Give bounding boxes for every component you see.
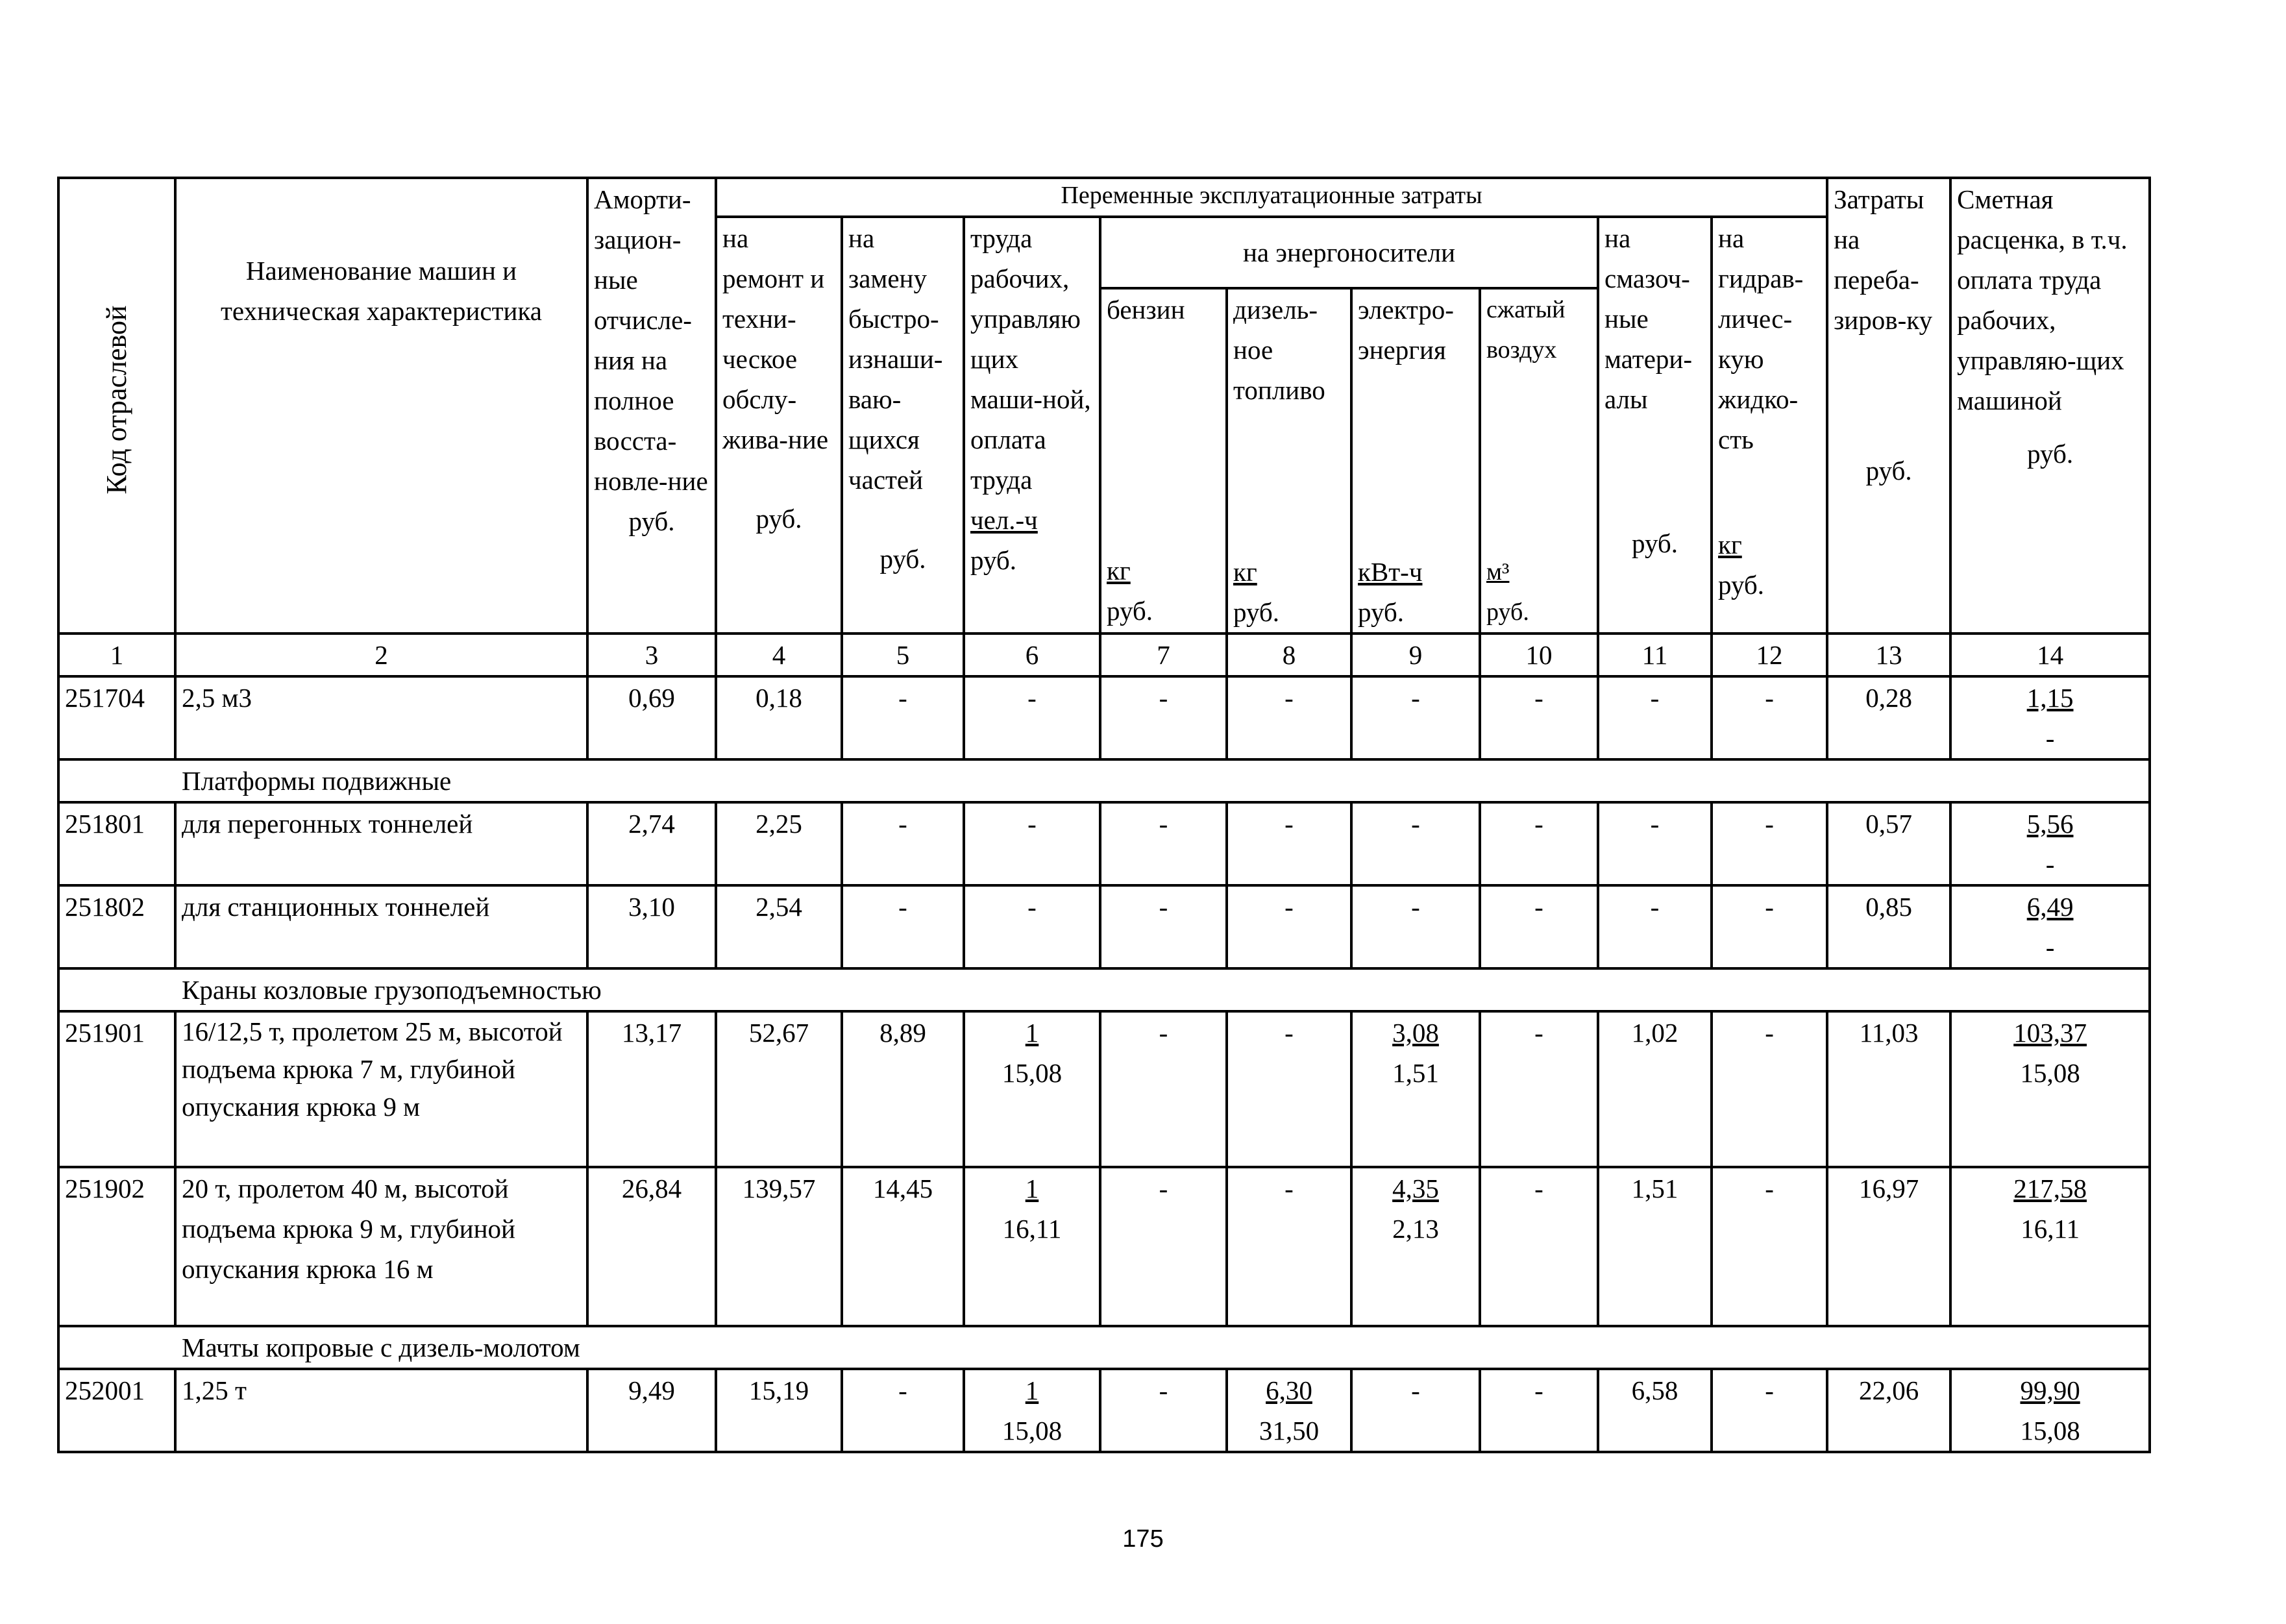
row-code: 251704	[58, 676, 175, 759]
header-amortization: Аморти-зацион-ные отчисле-ния на полное восста-новле-ние руб.	[587, 178, 716, 634]
row-name: 1,25 т	[175, 1369, 587, 1452]
col-num: 10	[1480, 634, 1598, 676]
estimate-cell: $\frac{103,37}{15,08}$	[1950, 1011, 2150, 1167]
cell: -	[1480, 1167, 1598, 1326]
table-row	[58, 1369, 2150, 1452]
table-row	[58, 802, 2150, 885]
header-estimate: Сметная расценка, в т.ч. оплата труда рабочих, управляю-щих машиной руб.	[1950, 178, 2150, 634]
cell: 0,18	[716, 676, 842, 759]
page-number: 175	[1122, 1525, 1164, 1553]
cell: 2,25	[716, 802, 842, 885]
cell: 16,97	[1827, 1167, 1950, 1326]
cell: -	[1480, 676, 1598, 759]
row-name: 16/12,5 т, пролетом 25 м, высотой подъема крюка 7 м, глубиной опускания крюка 9 м	[175, 1011, 587, 1167]
cell: -	[1480, 1369, 1598, 1452]
column-number-row	[58, 634, 2150, 676]
cell: -	[842, 885, 964, 968]
electricity-cell: $\frac{3,08}{1,51}$	[1351, 1011, 1480, 1167]
row-code: 251801	[58, 802, 175, 885]
cell: -	[1712, 676, 1827, 759]
cell: 6,58	[1598, 1369, 1712, 1452]
header-diesel: дизель-ное топливо кг руб.	[1227, 288, 1351, 634]
cell: 11,03	[1827, 1011, 1950, 1167]
header-labor: труда рабочих, управляю щих маши-ной, оплата труда чел.-ч руб.	[964, 217, 1100, 634]
cell: -	[842, 1369, 964, 1452]
header-parts: на замену быстро-изнаши-ваю-щихся частей руб.	[842, 217, 964, 634]
cell: 0,69	[587, 676, 716, 759]
estimate-cell: $\frac{217,58}{16,11}$	[1950, 1167, 2150, 1326]
cell: -	[1351, 1369, 1480, 1452]
cell: -	[1227, 1011, 1351, 1167]
col-num: 14	[1950, 634, 2150, 676]
cell: -	[1480, 1011, 1598, 1167]
cell: 0,85	[1827, 885, 1950, 968]
cell: 0,28	[1827, 676, 1950, 759]
header-air: сжатый воздух м³ руб.	[1480, 288, 1598, 634]
group-header-row	[58, 968, 2150, 1011]
cell: 2,54	[716, 885, 842, 968]
col-num: 6	[964, 634, 1100, 676]
row-name: 20 т, пролетом 40 м, высотой подъема крюка 9 м, глубиной опускания крюка 16 м	[175, 1167, 587, 1326]
cell: 14,45	[842, 1167, 964, 1326]
table-row	[58, 1011, 2150, 1167]
table-row	[58, 676, 2150, 759]
col-num: 3	[587, 634, 716, 676]
header-hydraulic: на гидрав-личес-кую жидко-сть кг руб.	[1712, 217, 1827, 634]
row-code: 252001	[58, 1369, 175, 1452]
col-num: 11	[1598, 634, 1712, 676]
row-name: для станционных тоннелей	[175, 885, 587, 968]
cell: 3,10	[587, 885, 716, 968]
estimate-cell: $\frac{99,90}{15,08}$	[1950, 1369, 2150, 1452]
col-num: 7	[1100, 634, 1227, 676]
header-energy: на энергоносители	[1100, 217, 1598, 288]
col-num: 13	[1827, 634, 1950, 676]
row-code: 251902	[58, 1167, 175, 1326]
cell: 8,89	[842, 1011, 964, 1167]
cell: -	[1598, 676, 1712, 759]
group-title: Мачты копровые с дизель-молотом	[58, 1326, 2150, 1369]
row-name: для перегонных тоннелей	[175, 802, 587, 885]
cell: -	[1227, 1167, 1351, 1326]
cell: 1,02	[1598, 1011, 1712, 1167]
header-petrol: бензин кг руб.	[1100, 288, 1227, 634]
electricity-cell: $\frac{4,35}{2,13}$	[1351, 1167, 1480, 1326]
col-num: 4	[716, 634, 842, 676]
col-num: 5	[842, 634, 964, 676]
cell: -	[1100, 802, 1227, 885]
cell: -	[964, 802, 1100, 885]
group-header-row	[58, 759, 2150, 802]
cell: -	[1598, 885, 1712, 968]
cell: -	[1480, 802, 1598, 885]
header-lubricants: на смазоч-ные матери-алы руб.	[1598, 217, 1712, 634]
cell: -	[1712, 1369, 1827, 1452]
header-repair: на ремонт и техни-ческое обслу-жива-ние руб.	[716, 217, 842, 634]
cell: -	[1100, 1167, 1227, 1326]
header-electricity: электро-энергия кВт-ч руб.	[1351, 288, 1480, 634]
cell: -	[1227, 676, 1351, 759]
cell: -	[1227, 885, 1351, 968]
cell: -	[1480, 885, 1598, 968]
cell: -	[1227, 802, 1351, 885]
machine-cost-table	[57, 177, 2151, 1453]
group-title: Платформы подвижные	[58, 759, 2150, 802]
cell: -	[1598, 802, 1712, 885]
cell: 139,57	[716, 1167, 842, 1326]
diesel-cell: $\frac{6,30}{31,50}$	[1227, 1369, 1351, 1452]
cell: -	[1351, 885, 1480, 968]
table-row	[58, 885, 2150, 968]
header-relocation: Затраты на переба-зиров-ку руб.	[1827, 178, 1950, 634]
cell: -	[1351, 676, 1480, 759]
labor-cell: $\frac{1}{15,08}$	[964, 1011, 1100, 1167]
cell: -	[1100, 676, 1227, 759]
cell: -	[842, 802, 964, 885]
cell: 22,06	[1827, 1369, 1950, 1452]
cell: -	[1712, 885, 1827, 968]
estimate-cell: $\frac{6,49}{-}$	[1950, 885, 2150, 968]
cell: 2,74	[587, 802, 716, 885]
cell: -	[1712, 1011, 1827, 1167]
cell: -	[1712, 1167, 1827, 1326]
cell: 0,57	[1827, 802, 1950, 885]
header-code: Код отраслевой	[58, 178, 175, 634]
col-num: 8	[1227, 634, 1351, 676]
header-name: Наименование машин и техническая характеристика	[175, 178, 587, 634]
cell: -	[964, 885, 1100, 968]
cell: 15,19	[716, 1369, 842, 1452]
estimate-cell: $\frac{5,56}{-}$	[1950, 802, 2150, 885]
cell: 52,67	[716, 1011, 842, 1167]
labor-cell: $\frac{1}{15,08}$	[964, 1369, 1100, 1452]
cell: -	[1100, 885, 1227, 968]
row-code: 251802	[58, 885, 175, 968]
group-header-row	[58, 1326, 2150, 1369]
group-title: Краны козловые грузоподъемностью	[58, 968, 2150, 1011]
labor-cell: $\frac{1}{16,11}$	[964, 1167, 1100, 1326]
cell: -	[964, 676, 1100, 759]
cell: -	[842, 676, 964, 759]
row-code: 251901	[58, 1011, 175, 1167]
cell: -	[1712, 802, 1827, 885]
cell: -	[1351, 802, 1480, 885]
header-variable-costs: Переменные эксплуатационные затраты	[716, 178, 1827, 217]
cell: 13,17	[587, 1011, 716, 1167]
col-num: 2	[175, 634, 587, 676]
table-row	[58, 1167, 2150, 1326]
estimate-cell: $\frac{1,15}{-}$	[1950, 676, 2150, 759]
row-name: 2,5 м3	[175, 676, 587, 759]
cell: 9,49	[587, 1369, 716, 1452]
col-num: 12	[1712, 634, 1827, 676]
cell: 26,84	[587, 1167, 716, 1326]
cell: -	[1100, 1011, 1227, 1167]
col-num: 9	[1351, 634, 1480, 676]
cell: 1,51	[1598, 1167, 1712, 1326]
col-num: 1	[58, 634, 175, 676]
cell: -	[1100, 1369, 1227, 1452]
